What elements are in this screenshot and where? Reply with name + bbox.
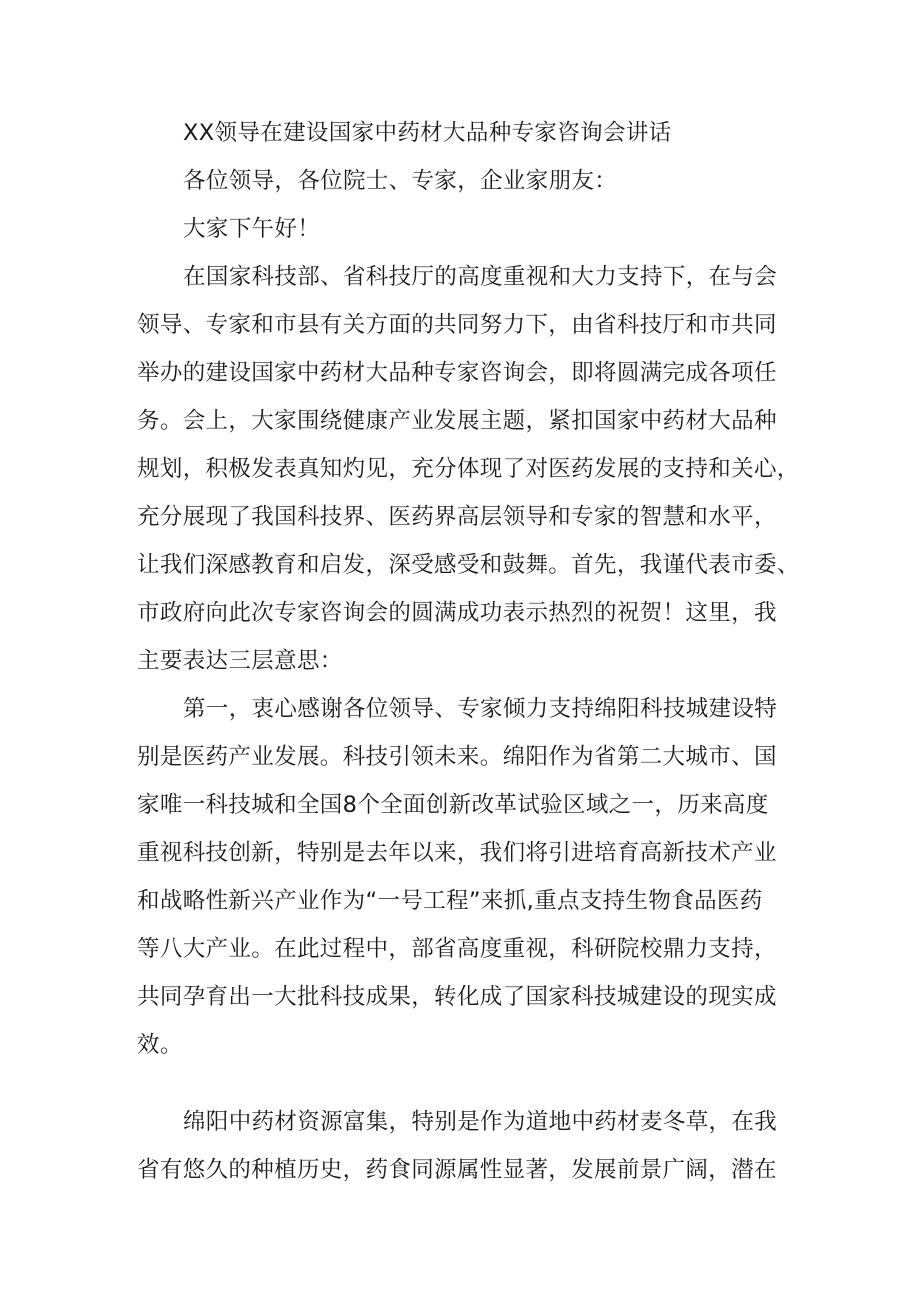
paragraph-line: 等八大产业。在此过程中，部省高度重视，科研院校鼎力支持， [137,936,777,962]
salutation: 各位领导，各位院士、专家，企业家朋友： [183,168,618,194]
paragraph-line: 共同孕育出一大批科技成果，转化成了国家科技城建设的现实成 [137,984,777,1010]
paragraph-line: 重视科技创新，特别是去年以来，我们将引进培育高新技术产业 [137,840,777,866]
paragraph-line: 充分展现了我国科技界、医药界高层领导和专家的智慧和水平， [137,504,777,530]
paragraph-line: 市政府向此次专家咨询会的圆满成功表示热烈的祝贺！这里，我 [137,600,777,626]
paragraph-line: 和战略性新兴产业作为“一号工程”来抓,重点支持生物食品医药 [137,888,763,914]
document-title: XX领导在建设国家中药材大品种专家咨询会讲话 [183,120,672,146]
paragraph-line: 省有悠久的种植历史，药食同源属性显著，发展前景广阔，潜在 [137,1157,777,1183]
paragraph-line: 绵阳中药材资源富集，特别是作为道地中药材麦冬草，在我 [183,1109,778,1135]
paragraph-line: 在国家科技部、省科技厅的高度重视和大力支持下，在与会 [183,264,778,290]
paragraph-line: 举办的建设国家中药材大品种专家咨询会，即将圆满完成各项任 [137,360,777,386]
paragraph-line: 别是医药产业发展。科技引领未来。绵阳作为省第二大城市、国 [137,744,777,770]
paragraph-line: 主要表达三层意思： [137,648,343,674]
paragraph-line: 领导、专家和市县有关方面的共同努力下，由省科技厅和市共同 [137,312,777,338]
paragraph-line: 规划，积极发表真知灼见，充分体现了对医药发展的支持和关心， [137,456,800,482]
paragraph-line: 家唯一科技城和全国8个全面创新改革试验区域之一，历来高度 [137,792,769,818]
greeting: 大家下午好！ [183,216,321,242]
paragraph-line: 效。 [137,1032,183,1058]
paragraph-line: 让我们深感教育和启发，深受感受和鼓舞。首先，我谨代表市委、 [137,552,800,578]
paragraph-line: 第一，衷心感谢各位领导、专家倾力支持绵阳科技城建设特 [183,696,778,722]
paragraph-line: 务。会上，大家围绕健康产业发展主题，紧扣国家中药材大品种 [137,408,777,434]
